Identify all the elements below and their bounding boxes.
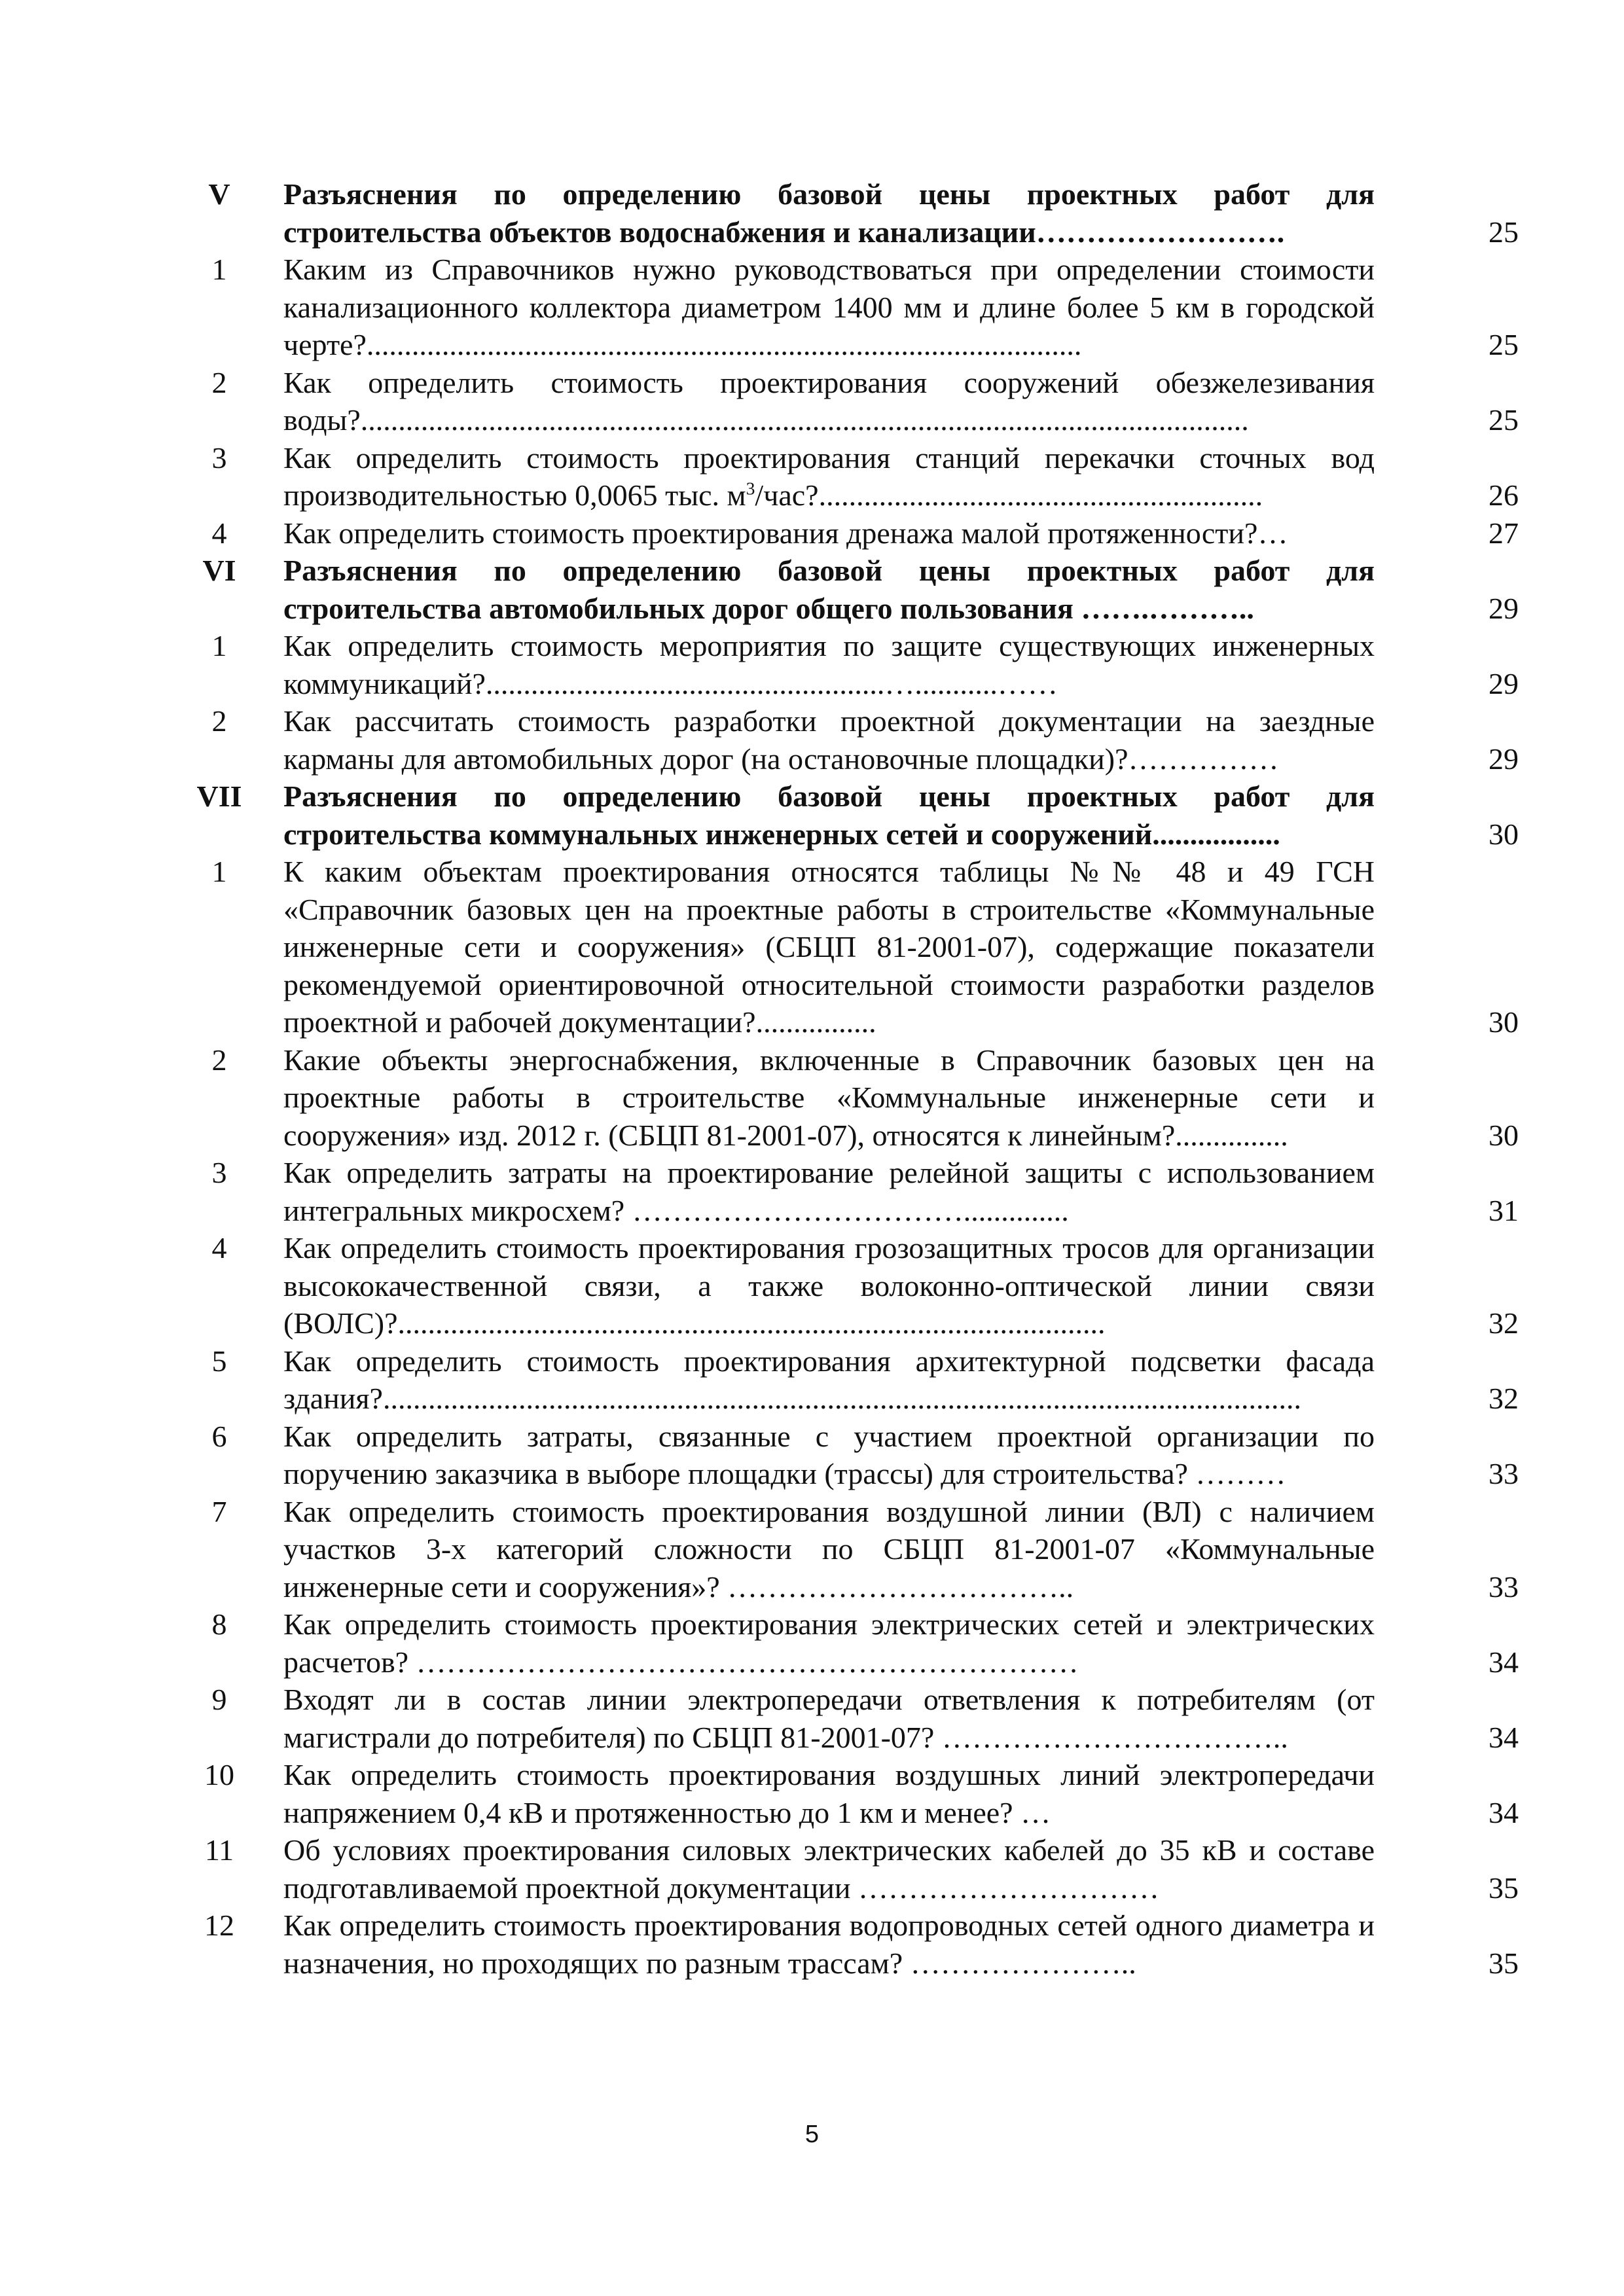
page-number: 5 [804,2121,820,2148]
toc-entry-title: Разъяснения по определению базовой цены проектных работ для строительства коммунальных инженерных сетей и сооружений................. [283,780,1375,851]
toc-entry-title: Как рассчитать стоимость разработки проектной документации на заездные карманы для автомобильных дорог (на остановочные площадки)?…………… [283,704,1375,776]
toc-entry-page: 25 [1489,328,1519,361]
toc-entry-number: 3 [211,440,227,475]
toc-entry [183,251,1519,364]
toc-entry-number: 9 [211,1683,227,1716]
toc-entry-title-part: /час?........................................................... [755,478,1263,512]
toc-entry-page: 30 [1489,1005,1519,1039]
toc-entry [183,1418,1519,1493]
toc-entry [183,1342,1519,1418]
toc-entry-number: 1 [211,855,227,888]
toc-entry-page: 29 [1489,742,1519,776]
toc-entry [183,1681,1519,1756]
toc-entry [183,1605,1519,1681]
toc-entry [183,1493,1519,1606]
toc-entry [183,1229,1519,1342]
table-of-contents [183,175,1519,1982]
toc-entry-number: 11 [204,1833,234,1867]
toc-entry-page: 34 [1489,1645,1519,1679]
toc-entry-number: 2 [211,704,227,738]
toc-entry-number: 2 [211,365,227,399]
toc-entry-title: Как определить стоимость проектирования архитектурной подсветки фасада здания?.......................................................................................................................... [283,1344,1375,1415]
toc-entry-number: 10 [204,1758,234,1791]
toc-entry-title: Как определить затраты на проектирование релейной защиты с использованием интегральных микросхем? …………………………….............. [283,1156,1375,1227]
toc-entry-number: 4 [211,516,227,550]
toc-entry-page: 35 [1489,1871,1519,1905]
toc-section-heading [183,778,1519,853]
toc-entry [183,702,1519,778]
toc-entry [183,439,1519,514]
toc-entry-title: Как определить затраты, связанные с участием проектной организации по поручению заказчика в выборе площадки (трассы) для строительства? ……… [283,1419,1375,1490]
toc-entry-number: 1 [211,253,227,286]
toc-entry-title: К каким объектам проектирования относятся таблицы №№ 48 и 49 ГСН «Справочник базовых цен на проектные работы в строительстве «Коммунальные инженерные сети и сооружения» (СБЦП 81-2001-07), содержащие показатели рекомендуемой ориентировочной относительной стоимости разработки разделов проектной и рабочей документации?................ [283,855,1375,1039]
toc-entry-number: 4 [211,1231,227,1265]
toc-entry [183,1041,1519,1155]
toc-entry-title: Об условиях проектирования силовых электрических кабелей до 35 кВ и составе подготавливаемой проектной документации ………………………… [283,1833,1375,1905]
toc-entry-title-part: Как определить стоимость проектирования станций перекачки сточных вод производительностью 0,0065 тыс. м [283,440,1375,512]
toc-entry-number: VII [196,780,242,813]
toc-entry-page: 33 [1489,1570,1519,1604]
toc-entry-title: Как определить стоимость проектирования воздушных линий электропередачи напряжением 0,4 кВ и протяженностью до 1 км и менее? … [283,1758,1375,1829]
superscript: 3 [746,478,755,499]
toc-entry [183,364,1519,439]
toc-entry-title: Как определить стоимость проектирования сооружений обезжелезивания воды?...................................................................................................................... [283,365,1375,437]
toc-entry-page: 30 [1489,1118,1519,1152]
toc-entry-number: 5 [211,1344,227,1378]
toc-entry-number: 1 [211,629,227,662]
toc-entry [183,1756,1519,1831]
toc-entry [183,853,1519,1041]
toc-entry-page: 34 [1489,1795,1519,1829]
toc-entry-page: 29 [1489,591,1519,625]
toc-entry [183,627,1519,702]
toc-entry-page: 30 [1489,817,1519,851]
toc-entry-title: Входят ли в состав линии электропередачи ответвления к потребителям (от магистрали до потребителя) по СБЦП 81-2001-07? …………………………….. [283,1683,1375,1754]
toc-entry-number: 6 [211,1419,227,1453]
toc-entry-title: Разъяснения по определению базовой цены проектных работ для строительства автомобильных дорог общего пользования …….……….. [283,554,1375,625]
toc-entry-number: VI [202,554,236,587]
toc-entry-title: Как определить стоимость проектирования дренажа малой протяженности?… [283,516,1288,550]
toc-entry-page: 32 [1489,1306,1519,1340]
toc-entry-number: 12 [204,1909,234,1942]
toc-entry-page: 33 [1489,1457,1519,1490]
toc-entry-title: Каким из Справочников нужно руководствоваться при определении стоимости канализационного коллектора диаметром 1400 мм и длине более 5 км в городской черте?............................................................................................... [283,253,1375,361]
toc-entry-page: 34 [1489,1720,1519,1754]
toc-entry-number: 7 [211,1494,227,1528]
toc-entry-number: V [208,177,230,211]
toc-entry-title: Как определить стоимость мероприятия по защите существующих инженерных коммуникаций?.....................................................…...........…… [283,629,1375,700]
toc-section-heading [183,175,1519,251]
toc-entry-page: 26 [1489,478,1519,512]
toc-entry-number: 2 [211,1043,227,1077]
toc-entry-title: Какие объекты энергоснабжения, включенные в Справочник базовых цен на проектные работы в строительстве «Коммунальные инженерные сети и сооружения» изд. 2012 г. (СБЦП 81-2001-07), относятся к линейным?............... [283,1043,1375,1152]
toc-entry-page: 35 [1489,1946,1519,1980]
toc-entry-title: Как определить стоимость проектирования водопроводных сетей одного диаметра и назначения, но проходящих по разным трассам? ………………….. [283,1909,1375,1980]
toc-entry-page: 25 [1489,215,1519,249]
toc-entry-title: Разъяснения по определению базовой цены проектных работ для строительства объектов водоснабжения и канализации……………………. [283,177,1375,249]
toc-entry [183,1831,1519,1907]
toc-entry-page: 25 [1489,403,1519,437]
toc-entry-title: Как определить стоимость проектирования воздушной линии (ВЛ) с наличием участков 3-х категорий сложности по СБЦП 81-2001-07 «Коммунальные инженерные сети и сооружения»? …………………………….. [283,1494,1375,1604]
toc-entry-page: 27 [1489,516,1519,550]
toc-entry-title: Как определить стоимость проектирования грозозащитных тросов для организации высококачественной связи, а также волоконно-оптической линии связи (ВОЛС)?.............................................................................................. [283,1231,1375,1340]
toc-entry-number: 8 [211,1607,227,1641]
toc-entry-number: 3 [211,1156,227,1189]
toc-entry [183,1154,1519,1229]
toc-section-heading [183,552,1519,627]
toc-entry [183,514,1519,552]
toc-entry-title: Как определить стоимость проектирования электрических сетей и электрических расчетов? ………………………………………………………… [283,1607,1375,1679]
toc-entry-page: 29 [1489,666,1519,700]
toc-entry-page: 32 [1489,1382,1519,1415]
toc-entry-title [283,439,1375,514]
toc-entry [183,1907,1519,1982]
toc-entry-page: 31 [1489,1193,1519,1227]
